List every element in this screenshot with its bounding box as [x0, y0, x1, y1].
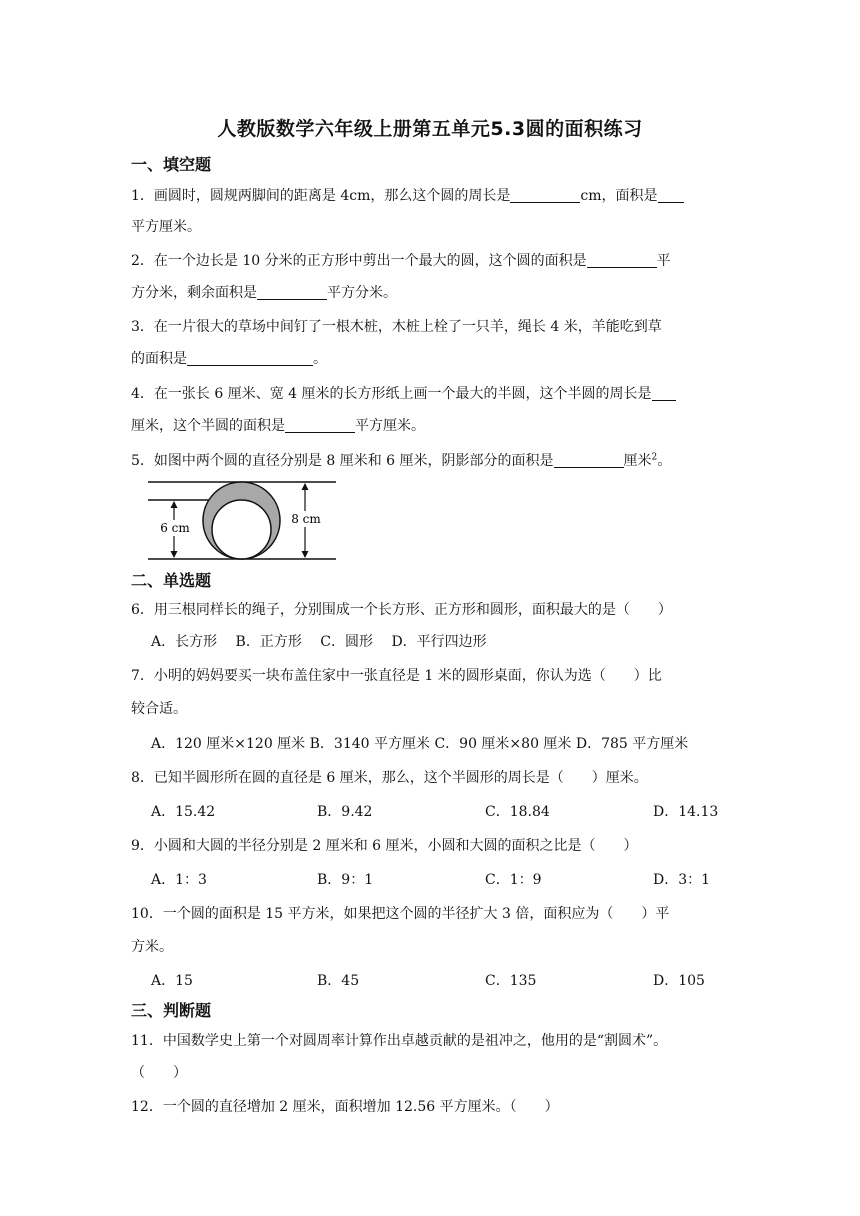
option-d[interactable]: D．3：1 — [653, 872, 711, 888]
small-circle — [212, 500, 271, 559]
answer-blank[interactable] — [587, 253, 657, 268]
question-1-text-b: cm，面积是 — [580, 188, 658, 204]
option-a[interactable]: A．15 — [151, 973, 193, 989]
section-heading-judge: 三、判断题 — [131, 1001, 212, 1020]
question-5-text: 5．如图中两个圆的直径分别是 8 厘米和 6 厘米，阴影部分的面积是 — [131, 453, 554, 469]
question-10-line-2: 方米。 — [131, 939, 173, 955]
small-circle-label: 6 cm — [160, 521, 190, 535]
two-circles-figure — [148, 478, 338, 564]
question-12-text: 12．一个圆的直径增加 2 厘米，面积增加 12.56 平方厘米。（ ） — [131, 1099, 559, 1115]
question-3-line-1: 3．在一片很大的草场中间钉了一根木桩，木桩上栓了一只羊，绳长 4 米，羊能吃到草 — [131, 319, 662, 335]
answer-blank[interactable] — [652, 386, 676, 401]
option-b[interactable]: B．9.42 — [317, 804, 373, 820]
question-5-text-b: 厘米 — [623, 453, 652, 469]
page-title: 人教版数学六年级上册第五单元5.3圆的面积练习 — [217, 118, 643, 140]
question-4-line-2 — [131, 415, 425, 435]
arrow-head — [302, 483, 309, 490]
question-5-text-c: 。 — [657, 453, 672, 469]
question-3-line-2 — [131, 348, 327, 368]
question-7-line-2: 较合适。 — [131, 701, 187, 717]
arrow-head — [171, 551, 178, 558]
question-11-line-1: 11．中国数学史上第一个对圆周率计算作出卓越贡献的是祖冲之，他用的是“割圆术”。 — [131, 1033, 668, 1049]
question-4-text-c: 平方厘米。 — [355, 418, 425, 434]
option-d[interactable]: D．14.13 — [653, 804, 719, 820]
question-3-text-b: 的面积是 — [131, 351, 187, 367]
question-8-text: 8．已知半圆形所在圆的直径是 6 厘米，那么，这个半圆形的周长是（ ）厘米。 — [131, 770, 648, 786]
option-c[interactable]: C．135 — [485, 973, 537, 989]
question-5-line — [131, 450, 671, 470]
question-2-text-b: 平 — [656, 253, 671, 269]
section-heading-fill: 一、填空题 — [131, 155, 212, 174]
question-4-text: 4．在一张长 6 厘米、宽 4 厘米的长方形纸上画一个最大的半圆，这个半圆的周长是 — [131, 386, 652, 402]
question-1-text: 1．画圆时，圆规两脚间的距离是 4cm，那么这个圆的周长是 — [131, 188, 511, 204]
question-4-line-1 — [131, 383, 676, 403]
question-6-text: 6．用三根同样长的绳子，分别围成一个长方形、正方形和圆形，面积最大的是（ ） — [131, 602, 672, 618]
option-a[interactable]: A．1：3 — [151, 872, 207, 888]
question-4-text-b: 厘米，这个半圆的面积是 — [131, 418, 285, 434]
question-6-options[interactable]: A．长方形 B．正方形 C．圆形 D．平行四边形 — [151, 634, 487, 650]
option-a[interactable]: A．15.42 — [151, 804, 216, 820]
question-1-line-1 — [131, 185, 684, 205]
question-2-text-d: 平方分米。 — [327, 285, 397, 301]
question-7-options[interactable]: A．120 厘米×120 厘米 B．3140 平方厘米 C．90 厘米×80 厘米 D．785 平方厘米 — [151, 736, 689, 752]
question-11-line-2[interactable]: （ ） — [131, 1065, 187, 1081]
question-2-text: 2．在一个边长是 10 分米的正方形中剪出一个最大的圆，这个圆的面积是 — [131, 253, 587, 269]
answer-blank[interactable] — [187, 351, 313, 366]
section-heading-choice: 二、单选题 — [131, 571, 212, 590]
option-c[interactable]: C．18.84 — [485, 804, 550, 820]
option-b[interactable]: B．9：1 — [317, 872, 374, 888]
question-2-line-2 — [131, 282, 397, 302]
answer-blank[interactable] — [658, 188, 684, 203]
big-circle-label: 8 cm — [291, 512, 321, 526]
option-c[interactable]: C．1：9 — [485, 872, 542, 888]
answer-blank[interactable] — [510, 188, 580, 203]
unit-superscript: 2 — [651, 452, 658, 463]
answer-blank[interactable] — [554, 453, 624, 468]
question-10-line-1: 10．一个圆的面积是 15 平方米，如果把这个圆的半径扩大 3 倍，面积应为（ ）平 — [131, 906, 670, 922]
arrow-head — [302, 551, 309, 558]
question-2-text-c: 方分米，剩余面积是 — [131, 285, 257, 301]
answer-blank[interactable] — [285, 418, 355, 433]
question-2-line-1 — [131, 250, 671, 270]
question-3-text-c: 。 — [313, 351, 327, 367]
question-7-line-1: 7．小明的妈妈要买一块布盖住家中一张直径是 1 米的圆形桌面，你认为选（ ）比 — [131, 668, 662, 684]
answer-blank[interactable] — [257, 285, 327, 300]
option-d[interactable]: D．105 — [653, 973, 705, 989]
option-b[interactable]: B．45 — [317, 973, 360, 989]
arrow-head — [171, 501, 178, 508]
question-9-text: 9．小圆和大圆的半径分别是 2 厘米和 6 厘米，小圆和大圆的面积之比是（ ） — [131, 838, 638, 854]
question-1-line-2: 平方厘米。 — [131, 219, 201, 235]
